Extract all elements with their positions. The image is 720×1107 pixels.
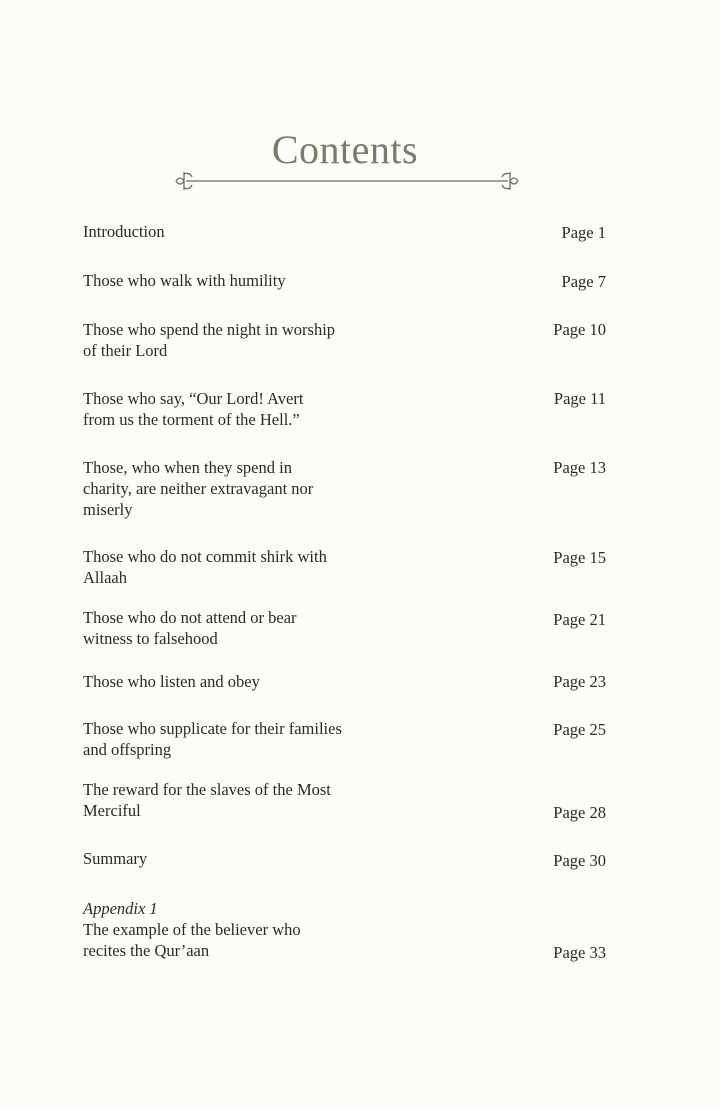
toc-entry-page: Page 23: [553, 672, 606, 691]
toc-entry-title: Introduction: [83, 222, 165, 241]
toc-entry-page: Page 11: [553, 389, 606, 408]
ornamental-divider: [172, 168, 522, 194]
toc-entry-title: Those who do not attend or bear witness to falsehood: [83, 608, 297, 648]
toc-entry-page: Page 28: [553, 803, 606, 822]
toc-entry-title: Those, who when they spend in charity, are neither extravagant nor miserly: [83, 458, 314, 519]
toc-entry-page: Page 7: [561, 272, 606, 291]
toc-entry-title: The example of the believer who recites the Qur’aan: [83, 920, 301, 960]
toc-entry-page: Page 15: [553, 548, 606, 567]
toc-entry-page: Page 33: [553, 943, 606, 962]
toc-entry-title: Those who do not commit shirk with Allaah: [83, 547, 327, 587]
appendix-label: Appendix 1: [83, 899, 158, 918]
toc-entry-page: Page 1: [561, 223, 606, 242]
toc-entry-title-block: [83, 898, 383, 961]
page-title: Contents: [271, 127, 419, 172]
toc-entry-title: Summary: [83, 849, 148, 868]
toc-entry-page: Page 30: [553, 851, 606, 870]
toc-entry-title: Those who spend the night in worship of their Lord: [83, 320, 336, 360]
toc-entry-title: The reward for the slaves of the Most Merciful: [83, 780, 331, 820]
toc-entry-page: Page 21: [553, 610, 606, 629]
toc-entry-page: Page 10: [553, 320, 606, 339]
toc-entry-page: Page 25: [553, 720, 606, 739]
toc-entry-page: Page 13: [553, 458, 606, 477]
toc-entry-title: Those who walk with humility: [83, 271, 286, 290]
toc-entry-title: Those who listen and obey: [83, 672, 260, 691]
toc-entry-title: Those who supplicate for their families and offspring: [83, 719, 342, 759]
toc-entry-title: Those who say, “Our Lord! Avert from us the torment of the Hell.”: [83, 389, 304, 429]
